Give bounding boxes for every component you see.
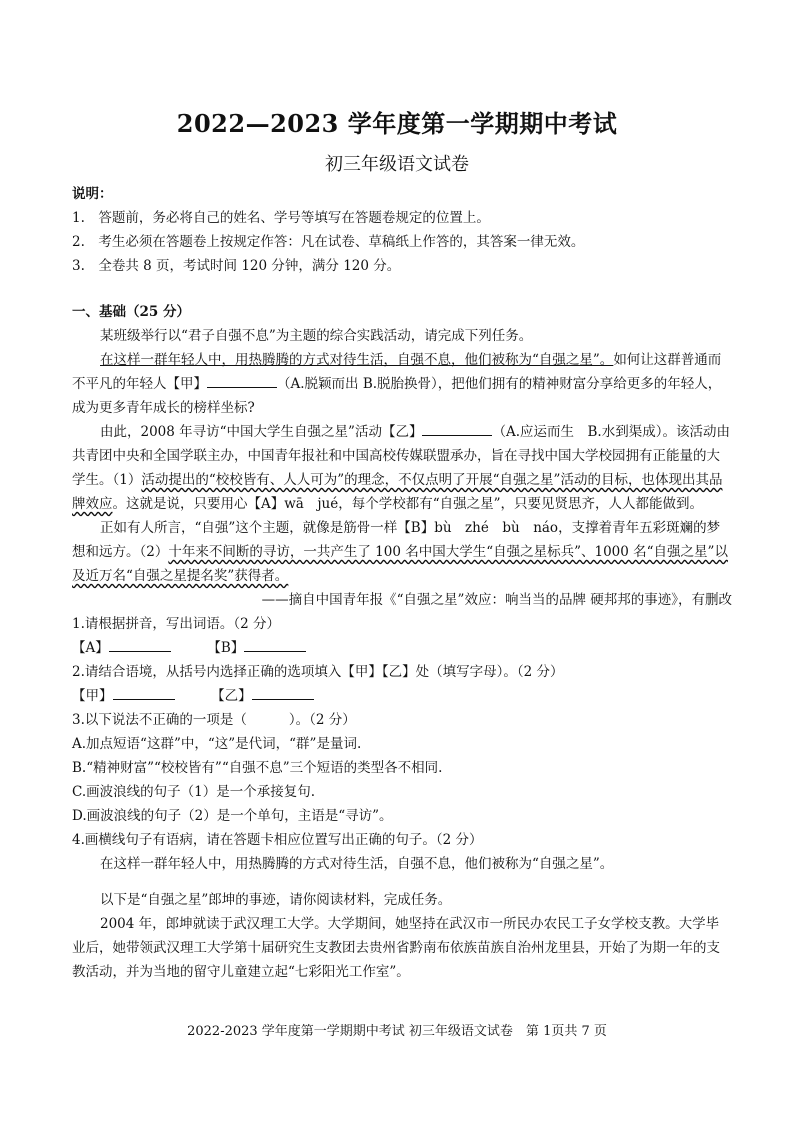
passage-paragraph-1 xyxy=(72,348,732,420)
passage-paragraph-2 xyxy=(72,420,732,516)
passage-paragraph-3 xyxy=(72,516,732,588)
answer-blank-a[interactable] xyxy=(109,637,171,652)
passage-text: 。这就是说，只要用心【A】wā jué，每个学校都有“自强之星”，只要见贤思齐，人人都能做到。 xyxy=(112,496,704,512)
blank-yi xyxy=(422,421,492,436)
question-4-sentence: 在这样一群年轻人中，用热腾腾的方式对待生活，自强不息，他们被称为“自强之星”。 xyxy=(100,856,614,872)
wavy-sentence-2: 十年来不间断的寻访，一共产生了 100 名中国大学生“自强之星标兵”、1000 名“自强之星”以及近万名“自强之星提名奖”获得者。 xyxy=(72,544,728,584)
question-1-answers xyxy=(72,636,732,660)
answer-label-a: 【A】 xyxy=(72,640,109,656)
question-2: 2.请结合语境，从括号内选择正确的选项填入【甲】【乙】处（填写字母）。（2 分） xyxy=(72,664,564,680)
option-d: D.画波浪线的句子（2）是一个单句，主语是“寻访”。 xyxy=(72,808,393,824)
answer-label-yi: 【乙】 xyxy=(211,688,252,704)
option-a: A.加点短语“这群”中，“这”是代词，“群”是量词. xyxy=(72,736,362,752)
instruction-item: 3. 全卷共 8 页，考试时间 120 分钟，满分 120 分。 xyxy=(72,258,401,274)
passage-source: ——摘自中国青年报《“自强之星”效应：响当当的品牌 硬邦邦的事迹》，有删改 xyxy=(261,592,732,608)
question-3-score: ）。（2 分） xyxy=(288,712,356,728)
underlined-sentence: 在这样一群年轻人中，用热腾腾的方式对待生活，自强不息，他们被称为“自强之星”。 xyxy=(100,352,614,368)
wavy-label-1: （1） xyxy=(112,472,142,488)
answer-blank-yi[interactable] xyxy=(252,685,314,700)
question-3-stem: 3.以下说法不正确的一项是（ xyxy=(72,712,247,728)
question-4: 4.画横线句子有语病，请在答题卡相应位置写出正确的句子。（2 分） xyxy=(72,832,483,848)
page-footer: 2022-2023 学年度第一学期期中考试 初三年级语文试卷 第 1页共 7 页 xyxy=(187,1024,607,1039)
passage-options: （A.脱颖而出 B.脱胎换骨），把他们拥有的精神财富分享给更多的年轻人，成为更多青年成长的榜样坐标? xyxy=(72,376,722,416)
material-paragraph: 2004 年，郎坤就读于武汉理工大学。大学期间，她坚持在武汉市一所民办农民工子女学校支教。大学毕业后，她带领武汉理工大学第十届研究生支教团去贵州省黔南布依族苗族自治州龙里县，开始了为期一年的支教活动，并为当地的留守儿童建立起“七彩阳光工作室”。 xyxy=(72,916,720,980)
option-b: B.“精神财富”“校校皆有”“自强不息”三个短语的类型各不相同. xyxy=(72,760,443,776)
question-2-answers xyxy=(72,684,732,708)
instruction-item: 2. 考生必须在答题卷上按规定作答：凡在试卷、草稿纸上作答的，其答案一律无效。 xyxy=(72,234,585,250)
answer-blank-b[interactable] xyxy=(244,637,306,652)
passage-text: 正如有人所言，“自强”这个主题，就像是筋骨一样【B】bù zhé bù náo，支撑着青年五彩斑斓的梦想和远方。 xyxy=(72,520,721,560)
section-basics xyxy=(72,300,732,984)
passage-text: 由此，2008 年寻访“中国大学生自强之星”活动【乙】 xyxy=(100,424,423,440)
answer-blank-jia[interactable] xyxy=(113,685,175,700)
page-subtitle: 初三年级语文试卷 xyxy=(325,154,469,175)
intro-paragraph: 某班级举行以“君子自强不息”为主题的综合实践活动，请完成下列任务。 xyxy=(100,328,533,344)
section-heading: 一、基础（25 分） xyxy=(72,304,190,320)
wavy-sentence-1: 活动提出的“校校皆有、人人可为”的理念，不仅点明了开展“自强之星”活动的目标，也体现出其品牌效应 xyxy=(72,472,723,512)
instruction-item: 1. 答题前，务必将自己的姓名、学号等填写在答题卷规定的位置上。 xyxy=(72,210,490,226)
material-intro: 以下是“自强之星”郎坤的事迹，请你阅读材料，完成任务。 xyxy=(100,892,452,908)
instructions xyxy=(72,182,732,278)
option-c: C.画波浪线的句子（1）是一个承接复句. xyxy=(72,784,316,800)
answer-label-b: 【B】 xyxy=(207,640,245,656)
blank-jia xyxy=(207,373,277,388)
passage-options: （A.应运而生 B.水到渠成）。该活动由共青团中央和全国学联主办，中国青年报社和中国高校传媒联盟承办，旨在寻找中国大学校园拥有正能量的大学生。 xyxy=(72,424,730,488)
wavy-label-2: （2） xyxy=(139,544,169,560)
page-title: 2022—2023 学年度第一学期期中考试 xyxy=(176,109,618,138)
answer-label-jia: 【甲】 xyxy=(72,688,113,704)
question-3 xyxy=(72,708,732,732)
question-1: 1.请根据拼音，写出词语。（2 分） xyxy=(72,616,281,632)
instructions-heading: 说明： xyxy=(72,186,113,202)
passage-text: 如何让这群普通而不平凡的年轻人【甲】 xyxy=(72,352,722,392)
